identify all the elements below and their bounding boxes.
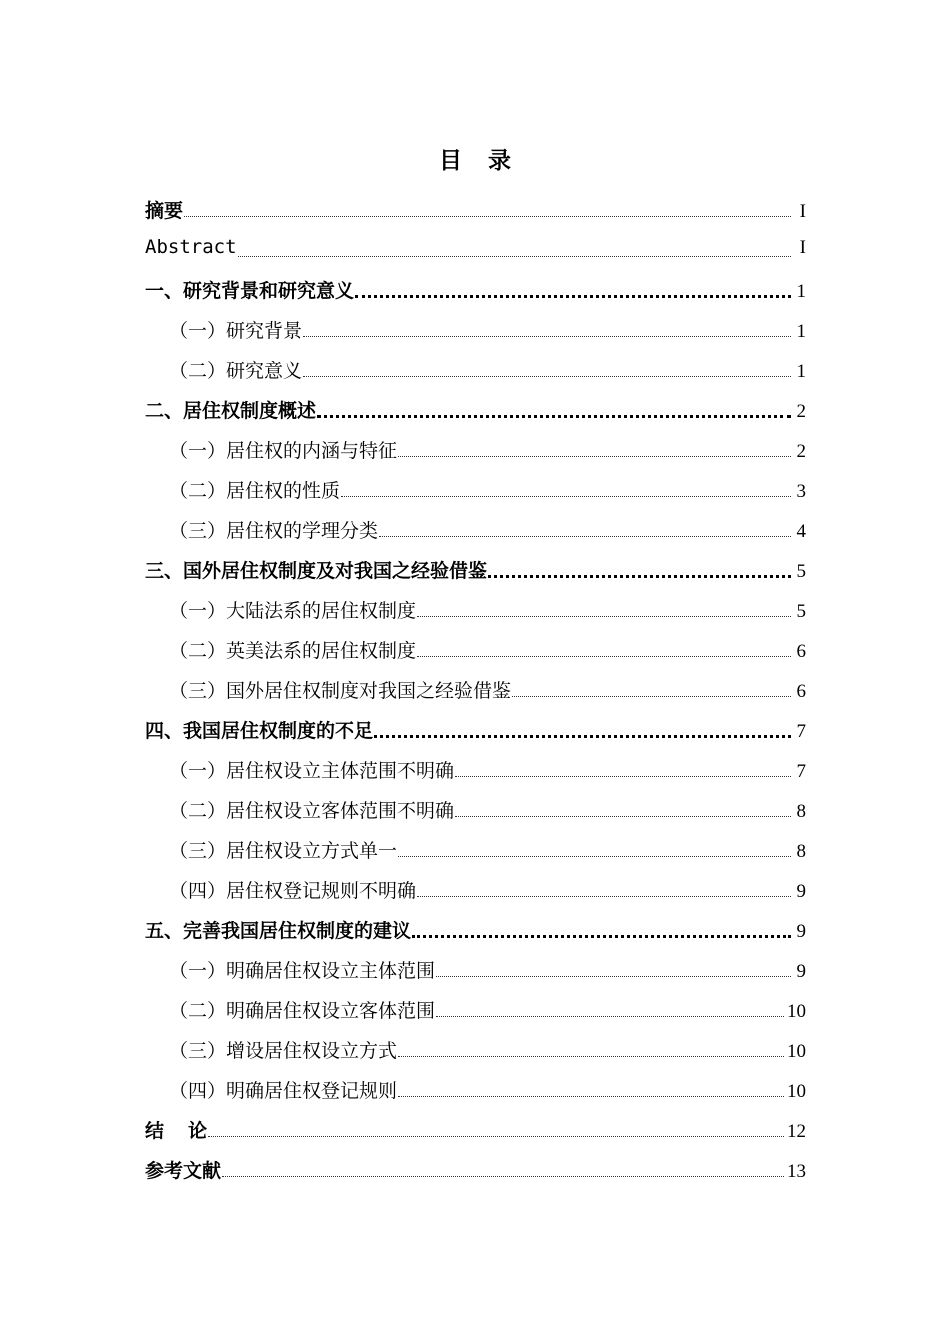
toc-entry[interactable] — [145, 944, 806, 984]
toc-page-number: 1 — [796, 321, 806, 342]
toc-entry[interactable] — [145, 864, 806, 904]
toc-entry[interactable] — [145, 984, 806, 1024]
table-of-contents — [145, 184, 806, 1184]
toc-leader-dots — [208, 1135, 784, 1137]
toc-leader-dots — [512, 695, 791, 697]
toc-leader-dots — [455, 775, 791, 777]
toc-entry-label: （三）国外居住权制度对我国之经验借鉴 — [169, 680, 512, 702]
toc-entry[interactable] — [145, 624, 806, 664]
toc-entry[interactable] — [145, 1144, 806, 1184]
toc-entry-label: 摘要 — [145, 200, 184, 222]
toc-entry[interactable] — [145, 584, 806, 624]
toc-entry-label: （二）居住权设立客体范围不明确 — [169, 800, 455, 822]
toc-leader-dots — [317, 414, 791, 418]
toc-entry-label: 一、研究背景和研究意义 — [145, 280, 355, 302]
toc-leader-dots — [488, 574, 791, 578]
toc-page-number: 2 — [796, 401, 806, 422]
toc-entry-label: （四）明确居住权登记规则 — [169, 1080, 398, 1102]
toc-entry-label: （三）居住权的学理分类 — [169, 520, 379, 542]
toc-leader-dots — [436, 1015, 784, 1017]
toc-entry[interactable] — [145, 784, 806, 824]
toc-page-number: 1 — [796, 361, 806, 382]
toc-page-number: 8 — [796, 801, 806, 822]
toc-entry-label: 二、居住权制度概述 — [145, 400, 317, 422]
toc-entry[interactable] — [145, 704, 806, 744]
toc-entry[interactable] — [145, 1064, 806, 1104]
toc-entry[interactable] — [145, 184, 806, 224]
toc-leader-dots — [341, 495, 791, 497]
toc-entry-label: 四、我国居住权制度的不足 — [145, 720, 374, 742]
toc-leader-dots — [355, 294, 791, 298]
toc-page-number: 5 — [796, 601, 806, 622]
toc-leader-dots — [374, 734, 791, 738]
page-title-part1: 目 — [439, 148, 462, 174]
toc-leader-dots — [184, 215, 791, 217]
toc-entry[interactable] — [145, 1104, 806, 1144]
page-title-part2: 录 — [488, 148, 511, 174]
toc-page-number: 13 — [787, 1161, 806, 1182]
toc-entry-label: 参考文献 — [145, 1160, 222, 1182]
toc-leader-dots — [398, 1095, 784, 1097]
toc-entry-label: Abstract — [145, 236, 237, 258]
toc-entry-label: （一）居住权设立主体范围不明确 — [169, 760, 455, 782]
toc-leader-dots — [303, 375, 791, 377]
page-title — [0, 142, 950, 175]
toc-page-number: I — [799, 201, 806, 222]
toc-entry-label: （二）明确居住权设立客体范围 — [169, 1000, 436, 1022]
toc-page-number: 4 — [796, 521, 806, 542]
toc-entry[interactable] — [145, 824, 806, 864]
toc-leader-dots — [455, 815, 791, 817]
toc-page-number: 10 — [787, 1081, 806, 1102]
toc-leader-dots — [222, 1175, 784, 1177]
toc-page-number: 6 — [796, 681, 806, 702]
toc-leader-dots — [417, 615, 791, 617]
toc-page-number: 10 — [787, 1001, 806, 1022]
toc-entry[interactable] — [145, 464, 806, 504]
toc-leader-dots — [417, 655, 791, 657]
toc-entry[interactable] — [145, 1024, 806, 1064]
toc-page-number: 6 — [796, 641, 806, 662]
toc-leader-dots — [398, 855, 791, 857]
toc-entry-label: 五、完善我国居住权制度的建议 — [145, 920, 412, 942]
toc-entry[interactable] — [145, 544, 806, 584]
toc-entry-label-part1: 结 — [145, 1120, 165, 1142]
toc-entry-label: （三）居住权设立方式单一 — [169, 840, 398, 862]
toc-page-number: 2 — [796, 441, 806, 462]
toc-entry-label: （二）英美法系的居住权制度 — [169, 640, 417, 662]
toc-page-number: 10 — [787, 1041, 806, 1062]
toc-entry[interactable] — [145, 344, 806, 384]
toc-entry-label: （二）研究意义 — [169, 360, 303, 382]
toc-leader-dots — [238, 255, 791, 257]
toc-leader-dots — [436, 975, 791, 977]
toc-entry-label: （一）大陆法系的居住权制度 — [169, 600, 417, 622]
toc-entry[interactable] — [145, 424, 806, 464]
toc-entry-label: （一）研究背景 — [169, 320, 303, 342]
toc-page-number: 12 — [787, 1121, 806, 1142]
toc-page-number: 9 — [796, 881, 806, 902]
toc-entry[interactable] — [145, 384, 806, 424]
toc-page-number: 7 — [796, 761, 806, 782]
toc-page-number: I — [799, 237, 806, 258]
toc-entry-label: 三、国外居住权制度及对我国之经验借鉴 — [145, 560, 488, 582]
toc-leader-dots — [417, 895, 791, 897]
toc-entry[interactable] — [145, 904, 806, 944]
toc-entry[interactable] — [145, 264, 806, 304]
toc-page-number: 5 — [796, 561, 806, 582]
toc-page-number: 9 — [796, 961, 806, 982]
toc-entry-label: （一）明确居住权设立主体范围 — [169, 960, 436, 982]
toc-page-number: 3 — [796, 481, 806, 502]
toc-entry[interactable] — [145, 304, 806, 344]
toc-entry-label: （二）居住权的性质 — [169, 480, 341, 502]
toc-leader-dots — [398, 1055, 784, 1057]
toc-entry-label: （一）居住权的内涵与特征 — [169, 440, 398, 462]
toc-leader-dots — [412, 934, 791, 938]
toc-page-number: 9 — [796, 921, 806, 942]
toc-page-number: 8 — [796, 841, 806, 862]
toc-entry-label: （三）增设居住权设立方式 — [169, 1040, 398, 1062]
toc-leader-dots — [398, 455, 791, 457]
toc-entry-label: （四）居住权登记规则不明确 — [169, 880, 417, 902]
toc-leader-dots — [379, 535, 791, 537]
toc-page-number: 7 — [796, 721, 806, 742]
toc-entry[interactable] — [145, 664, 806, 704]
toc-page-number: 1 — [796, 281, 806, 302]
toc-leader-dots — [303, 335, 791, 337]
toc-entry[interactable] — [145, 744, 806, 784]
toc-entry-label-part2: 论 — [188, 1120, 208, 1142]
toc-entry[interactable] — [145, 504, 806, 544]
toc-entry[interactable] — [145, 224, 806, 264]
toc-entry-label — [145, 1116, 207, 1143]
